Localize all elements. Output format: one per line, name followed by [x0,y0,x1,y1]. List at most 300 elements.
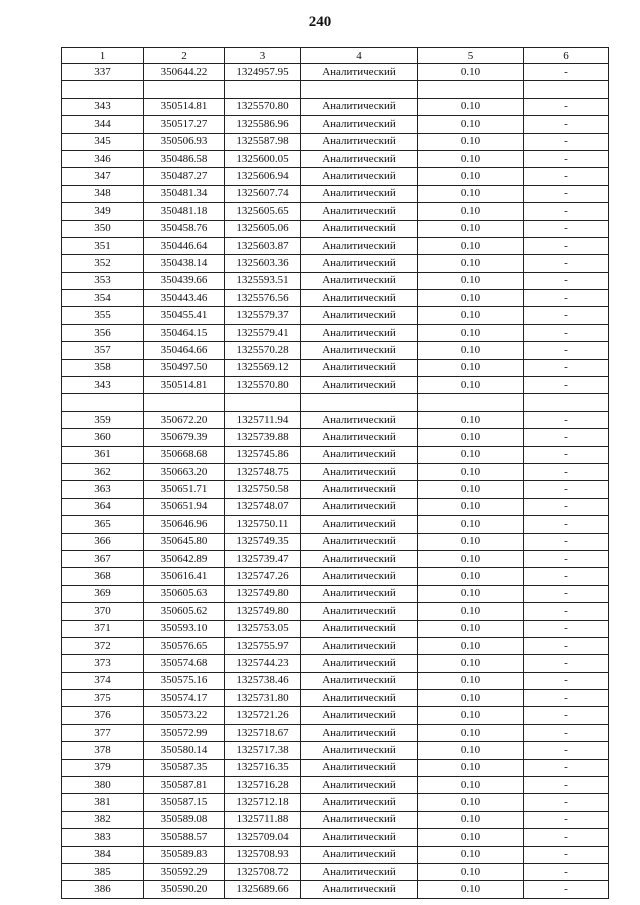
column-header: 1 [62,48,144,64]
table-cell: Аналитический [301,516,418,533]
table-cell: - [524,342,609,359]
table-row [62,759,609,776]
table-cell: 0.10 [418,168,524,185]
table-row [62,133,609,150]
table-cell: - [524,759,609,776]
table-cell: 1324957.95 [225,64,301,81]
table-cell: - [524,411,609,428]
table-cell: 350679.39 [144,429,225,446]
table-cell: 0.10 [418,377,524,394]
table-cell: 350587.15 [144,794,225,811]
table-cell: 1325753.05 [225,620,301,637]
table-cell: - [524,203,609,220]
table-cell: 367 [62,550,144,567]
table-cell: - [524,550,609,567]
table-cell: Аналитический [301,811,418,828]
table-cell: 0.10 [418,881,524,898]
table-cell: 1325570.80 [225,98,301,115]
table-cell: 0.10 [418,324,524,341]
table-cell: 1325748.07 [225,498,301,515]
table-row [62,550,609,567]
table-row [62,498,609,515]
table-cell: Аналитический [301,255,418,272]
table-cell: 350580.14 [144,742,225,759]
table-row [62,603,609,620]
column-header: 5 [418,48,524,64]
table-cell: - [524,64,609,81]
table-cell: - [524,185,609,202]
table-cell: 1325717.38 [225,742,301,759]
table-cell: - [524,742,609,759]
table-cell: 0.10 [418,307,524,324]
table-cell: Аналитический [301,446,418,463]
table-cell: 348 [62,185,144,202]
table-cell: 358 [62,359,144,376]
table-cell: 0.10 [418,429,524,446]
table-cell: 378 [62,742,144,759]
table-cell: - [524,359,609,376]
column-header: 4 [301,48,418,64]
table-header-row [62,48,609,64]
table-cell: 361 [62,446,144,463]
table-cell: Аналитический [301,585,418,602]
table-cell: - [524,133,609,150]
table-cell: 350644.22 [144,64,225,81]
table-cell: 0.10 [418,550,524,567]
table-cell: 350593.10 [144,620,225,637]
table-cell: 1325605.65 [225,203,301,220]
table-cell: - [524,272,609,289]
table-cell: Аналитический [301,707,418,724]
table-cell: 350588.57 [144,829,225,846]
table-cell: 1325745.86 [225,446,301,463]
table-cell: 350486.58 [144,150,225,167]
table-cell: 360 [62,429,144,446]
table-cell: - [524,498,609,515]
table-cell [524,394,609,411]
table-row [62,533,609,550]
table-cell: 1325718.67 [225,724,301,741]
table-cell: Аналитический [301,794,418,811]
table-cell: 350514.81 [144,98,225,115]
table-cell: Аналитический [301,133,418,150]
table-cell: 350487.27 [144,168,225,185]
table-cell: 350592.29 [144,863,225,880]
table-cell: 350458.76 [144,220,225,237]
table-cell: - [524,690,609,707]
table-cell: 350589.83 [144,846,225,863]
table-row [62,324,609,341]
table-cell: Аналитический [301,307,418,324]
table-cell: 0.10 [418,133,524,150]
table-cell: - [524,290,609,307]
table-cell: 344 [62,116,144,133]
table-cell: 350506.93 [144,133,225,150]
table-cell: 0.10 [418,203,524,220]
table-cell: 1325603.36 [225,255,301,272]
table-row [62,585,609,602]
table-row [62,342,609,359]
table-cell: Аналитический [301,116,418,133]
table-cell: Аналитический [301,203,418,220]
table-cell: - [524,811,609,828]
table-cell: Аналитический [301,620,418,637]
table-cell: 353 [62,272,144,289]
table-cell: 350590.20 [144,881,225,898]
table-row [62,429,609,446]
table-cell: 350446.64 [144,237,225,254]
table-row [62,811,609,828]
table-cell: 1325711.88 [225,811,301,828]
table-cell: - [524,168,609,185]
table-cell: 1325749.80 [225,585,301,602]
table-cell: 0.10 [418,359,524,376]
table-cell: 1325711.94 [225,411,301,428]
table-cell: 350651.94 [144,498,225,515]
table-cell: 347 [62,168,144,185]
table-cell: 363 [62,481,144,498]
table-cell: 350514.81 [144,377,225,394]
table-cell: 1325587.98 [225,133,301,150]
table-cell: 1325721.26 [225,707,301,724]
table-cell: 1325579.41 [225,324,301,341]
table-row [62,481,609,498]
table-cell: - [524,98,609,115]
table-row [62,881,609,898]
table-body [62,64,609,899]
table-cell: - [524,307,609,324]
table-cell [301,394,418,411]
table-cell: Аналитический [301,568,418,585]
table-cell: 350517.27 [144,116,225,133]
table-row [62,846,609,863]
table-cell: - [524,377,609,394]
table-row [62,377,609,394]
table-cell: 0.10 [418,777,524,794]
table-cell: Аналитический [301,324,418,341]
table-cell [418,394,524,411]
table-cell: 1325605.06 [225,220,301,237]
table-cell: 373 [62,655,144,672]
table-cell: 0.10 [418,290,524,307]
table-cell: 350587.81 [144,777,225,794]
table-cell: Аналитический [301,342,418,359]
table-cell: Аналитический [301,359,418,376]
table-cell: - [524,794,609,811]
table-cell: 369 [62,585,144,602]
table-cell: 380 [62,777,144,794]
table-cell: - [524,620,609,637]
table-cell: 0.10 [418,272,524,289]
table-cell: Аналитический [301,742,418,759]
table-cell: 1325747.26 [225,568,301,585]
table-cell: - [524,324,609,341]
table-cell: 0.10 [418,116,524,133]
table-cell: 350668.68 [144,446,225,463]
table-cell: 0.10 [418,742,524,759]
table-cell: - [524,533,609,550]
table-cell: Аналитический [301,429,418,446]
table-cell: 350443.46 [144,290,225,307]
table-cell: 0.10 [418,690,524,707]
table-cell: Аналитический [301,724,418,741]
table-cell [62,394,144,411]
table-cell: 1325579.37 [225,307,301,324]
table-row [62,64,609,81]
table-cell: 0.10 [418,98,524,115]
table-cell: 350605.62 [144,603,225,620]
table-cell: Аналитический [301,150,418,167]
table-cell: Аналитический [301,498,418,515]
table-cell: 379 [62,759,144,776]
table-cell: 351 [62,237,144,254]
table-cell: 355 [62,307,144,324]
table-cell: 375 [62,690,144,707]
table-cell [418,81,524,98]
table-cell: - [524,237,609,254]
table-row [62,655,609,672]
table-cell: 368 [62,568,144,585]
table-cell: 1325576.56 [225,290,301,307]
table-cell: - [524,446,609,463]
table-cell: Аналитический [301,290,418,307]
table-cell: 374 [62,672,144,689]
table-cell: 1325750.11 [225,516,301,533]
table-row [62,290,609,307]
table-cell: 1325716.35 [225,759,301,776]
table-cell: 366 [62,533,144,550]
table-cell: 350455.41 [144,307,225,324]
table-cell: 343 [62,377,144,394]
table-cell: 1325749.35 [225,533,301,550]
table-cell: 0.10 [418,533,524,550]
table-row [62,185,609,202]
table-cell: - [524,777,609,794]
table-cell: - [524,568,609,585]
table-cell: 1325569.12 [225,359,301,376]
table-cell: 0.10 [418,811,524,828]
table-row [62,307,609,324]
table-cell: Аналитический [301,550,418,567]
table-cell: 386 [62,881,144,898]
table-cell [144,394,225,411]
table-row [62,463,609,480]
table-cell: 0.10 [418,446,524,463]
table-cell: 0.10 [418,724,524,741]
table-cell: 350 [62,220,144,237]
table-row [62,829,609,846]
table-cell: 1325570.28 [225,342,301,359]
table-cell: - [524,829,609,846]
table-cell: 0.10 [418,707,524,724]
table-cell: Аналитический [301,481,418,498]
table-cell: 382 [62,811,144,828]
table-cell: 357 [62,342,144,359]
table-cell: Аналитический [301,655,418,672]
table-cell: 1325593.51 [225,272,301,289]
table-cell: 350576.65 [144,637,225,654]
table-cell: 1325739.88 [225,429,301,446]
table-cell: 371 [62,620,144,637]
table-cell: 350464.66 [144,342,225,359]
table-cell: 350438.14 [144,255,225,272]
table-cell: - [524,585,609,602]
table-cell: 377 [62,724,144,741]
column-header: 6 [524,48,609,64]
table-cell: 350481.18 [144,203,225,220]
table-cell: 337 [62,64,144,81]
table-cell: Аналитический [301,846,418,863]
table-cell: 1325586.96 [225,116,301,133]
table-cell: 346 [62,150,144,167]
table-cell: - [524,116,609,133]
table-cell: Аналитический [301,168,418,185]
table-cell [225,81,301,98]
table-row [62,220,609,237]
table-cell: - [524,481,609,498]
table-row [62,237,609,254]
table-cell: 1325750.58 [225,481,301,498]
table-cell: 345 [62,133,144,150]
table-cell: 0.10 [418,255,524,272]
table-cell: 0.10 [418,498,524,515]
table-cell: 1325606.94 [225,168,301,185]
table-cell: 0.10 [418,846,524,863]
table-cell: - [524,846,609,863]
table-cell: 350663.20 [144,463,225,480]
table-row [62,168,609,185]
table-cell: 1325689.66 [225,881,301,898]
table-cell: 1325570.80 [225,377,301,394]
table-row [62,637,609,654]
table-cell: 350574.68 [144,655,225,672]
table-cell: Аналитический [301,759,418,776]
table-cell: - [524,724,609,741]
table-row [62,394,609,411]
table-cell: 359 [62,411,144,428]
table-cell: 0.10 [418,568,524,585]
table-cell: 350605.63 [144,585,225,602]
table-cell: 0.10 [418,185,524,202]
table-cell: Аналитический [301,881,418,898]
table-cell: 350645.80 [144,533,225,550]
table-cell: Аналитический [301,185,418,202]
page-number: 240 [308,14,332,30]
table-row [62,724,609,741]
table-cell: 370 [62,603,144,620]
table-row [62,272,609,289]
table-cell: - [524,516,609,533]
table-cell: 365 [62,516,144,533]
table-cell: Аналитический [301,533,418,550]
table-cell: 0.10 [418,516,524,533]
table-row [62,116,609,133]
table-cell: 350642.89 [144,550,225,567]
table-cell: 350587.35 [144,759,225,776]
table-cell: Аналитический [301,463,418,480]
table-cell: 0.10 [418,585,524,602]
table-row [62,411,609,428]
table-cell: Аналитический [301,377,418,394]
table-cell: 0.10 [418,237,524,254]
column-header: 2 [144,48,225,64]
table-cell: 0.10 [418,672,524,689]
table-cell: 0.10 [418,603,524,620]
table-cell: 354 [62,290,144,307]
table-cell: 0.10 [418,463,524,480]
table-cell: Аналитический [301,672,418,689]
table-cell: 0.10 [418,637,524,654]
table-cell: 0.10 [418,620,524,637]
table-cell: 349 [62,203,144,220]
table-cell [301,81,418,98]
table-cell: - [524,881,609,898]
table-cell: 350497.50 [144,359,225,376]
table-cell: - [524,707,609,724]
coordinates-table [61,47,609,899]
table-row [62,620,609,637]
table-cell: Аналитический [301,829,418,846]
table-cell: 0.10 [418,342,524,359]
table-cell: 1325748.75 [225,463,301,480]
table-row [62,777,609,794]
table-cell: - [524,463,609,480]
table-cell: 1325708.72 [225,863,301,880]
table-row [62,672,609,689]
table-cell: 0.10 [418,794,524,811]
table-cell: 381 [62,794,144,811]
table-cell: 343 [62,98,144,115]
table-cell [225,394,301,411]
table-cell: 350651.71 [144,481,225,498]
table-cell: Аналитический [301,272,418,289]
table-cell: - [524,637,609,654]
table-cell: - [524,863,609,880]
table-cell: Аналитический [301,777,418,794]
table-row [62,690,609,707]
table-row [62,81,609,98]
table-cell: 350575.16 [144,672,225,689]
table-cell: Аналитический [301,690,418,707]
table-row [62,516,609,533]
table-cell: Аналитический [301,863,418,880]
table-cell: 364 [62,498,144,515]
table-cell: 350573.22 [144,707,225,724]
table-cell: 0.10 [418,829,524,846]
table-cell: 1325607.74 [225,185,301,202]
table-cell: 0.10 [418,655,524,672]
table-cell: - [524,220,609,237]
table-cell: 1325738.46 [225,672,301,689]
table-row [62,98,609,115]
table-cell: 350616.41 [144,568,225,585]
table-cell: 0.10 [418,759,524,776]
table-cell: 1325716.28 [225,777,301,794]
table-row [62,446,609,463]
table-row [62,742,609,759]
table-cell: 1325708.93 [225,846,301,863]
table-row [62,255,609,272]
table-cell: Аналитический [301,220,418,237]
table-cell: Аналитический [301,603,418,620]
table-row [62,359,609,376]
table-cell [62,81,144,98]
table-cell: 1325749.80 [225,603,301,620]
table-cell: Аналитический [301,98,418,115]
table-cell: 372 [62,637,144,654]
table-cell: 356 [62,324,144,341]
table-cell: 376 [62,707,144,724]
